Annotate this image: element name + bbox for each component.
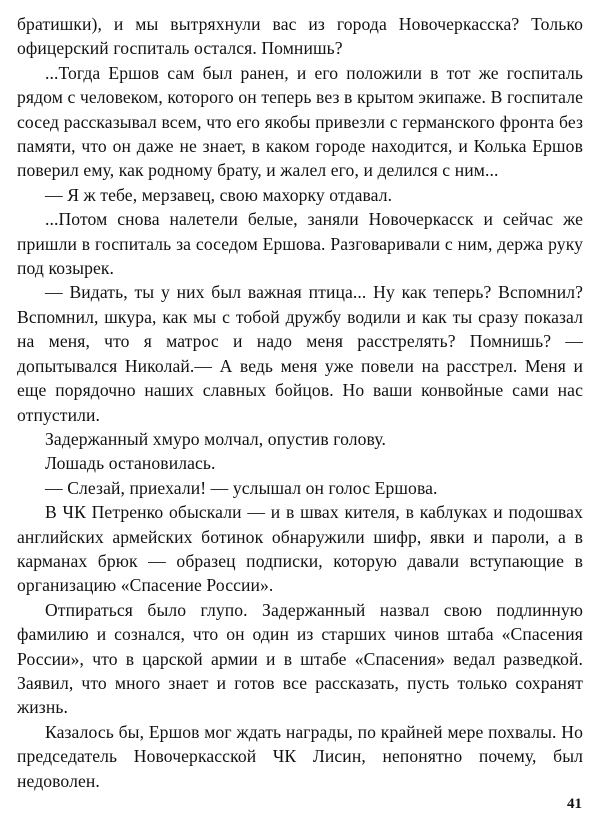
page-number: 41	[567, 796, 582, 812]
paragraph-2: ...Тогда Ершов сам был ранен, и его положили в тот же госпиталь рядом с человеком, которого он теперь вез в крытом экипаже. В госпитале сосед рассказывал всем, что его якобы привезли с германского фронта без памяти, что он даже не знает, в каком городе находится, и Колька Ершов поверил ему, как родному брату, и жалел его, и делился с ним...	[17, 62, 583, 181]
paragraph-11: Казалось бы, Ершов мог ждать награды, по крайней мере похвалы. Но председатель Новочеркасской ЧК Лисин, непонятно почему, был недоволен.	[17, 721, 583, 791]
paragraph-8: — Слезай, приехали! — услышал он голос Ершова.	[45, 477, 438, 498]
paragraph-3: — Я ж тебе, мерзавец, свою махорку отдавал.	[45, 184, 393, 205]
paragraph-6: Задержанный хмуро молчал, опустив голову.	[45, 428, 386, 449]
paragraph-1: братишки), и мы вытряхнули вас из города Новочеркасска? Только офицерский госпиталь остался. Помнишь?	[17, 14, 583, 59]
paragraph-7: Лошадь остановилась.	[45, 453, 216, 474]
paragraph-9: В ЧК Петренко обыскали — и в швах кителя, в каблуках и подошвах английских армейских ботинок обнаружили шифр, явки и пароли, а в карманах брюк — образец подписки, которую давали вступающие в организацию «Спасение России».	[17, 502, 583, 596]
paragraph-10: Отпираться было глупо. Задержанный назвал свою подлинную фамилию и сознался, что он один из старших чинов штаба «Спасения России», что в царской армии и в штабе «Спасения» ведал разведкой. Заявил, что много знает и готов все рассказать, пусть только сохранят жизнь.	[17, 599, 583, 718]
body-text	[17, 12, 583, 793]
book-page	[17, 12, 583, 793]
paragraph-4: ...Потом снова налетели белые, заняли Новочеркасск и сейчас же пришли в госпиталь за соседом Ершова. Разговаривали с ним, держа руку под козырек.	[17, 209, 583, 279]
paragraph-5: — Видать, ты у них был важная птица... Ну как теперь? Вспомнил? Вспомнил, шкура, как мы с тобой дружбу водили и как ты сразу показал на меня, что я матрос и надо меня расстрелять? Помнишь? — допытывался Николай.— А ведь меня уже повели на расстрел. Меня и еще порядочно наших славных бойцов. Но ваши конвойные сами нас отпустили.	[17, 282, 583, 425]
